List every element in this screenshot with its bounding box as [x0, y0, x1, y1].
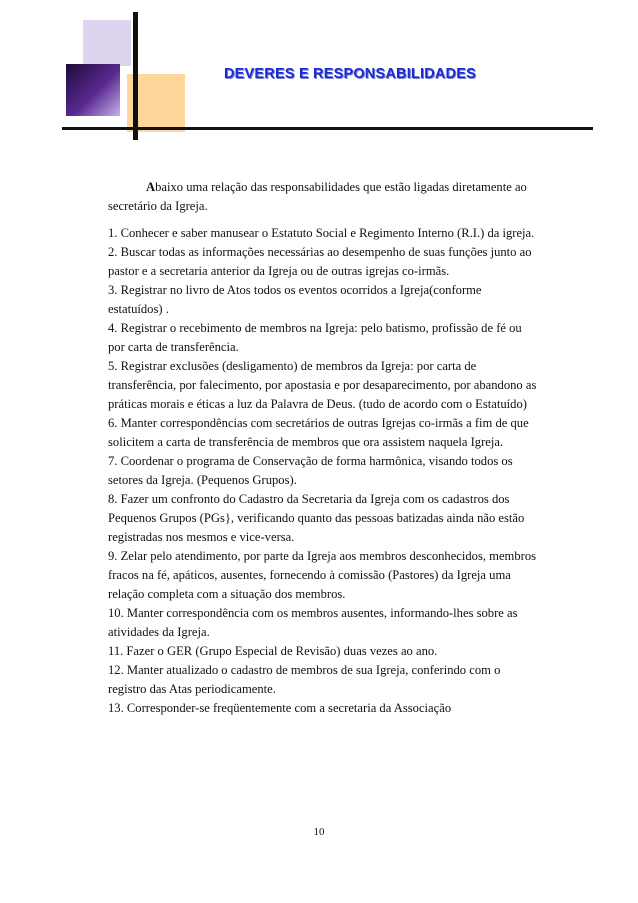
decorative-lavender-square: [83, 20, 131, 66]
decorative-purple-square: [66, 64, 120, 116]
intro-drop-letter: A: [146, 180, 156, 194]
decorative-horizontal-rule: [62, 127, 593, 130]
list-item: 10. Manter correspondência com os membros ausentes, informando-lhes sobre as atividades da Igreja.: [108, 606, 518, 639]
list-item: 11. Fazer o GER (Grupo Especial de Revisão) duas vezes ao ano.: [108, 644, 438, 658]
list-item: 12. Manter atualizado o cadastro de membros de sua Igreja, conferindo com o registro das Atas periodicamente.: [108, 663, 501, 696]
list-item: 5. Registrar exclusões (desligamento) de membros da Igreja: por carta de transferência, por falecimento, por apostasia e por desaparecimento, por abandono as práticas morais e éticas a luz da Palavra de Deus. (tudo de acordo com o Estatuído): [108, 359, 537, 411]
list-item: 7. Coordenar o programa de Conservação de forma harmônica, visando todos os setores da Igreja. (Pequenos Grupos).: [108, 454, 513, 487]
page-number: 10: [313, 826, 325, 838]
intro-text: baixo uma relação das responsabilidades que estão ligadas diretamente ao secretário da Igreja.: [108, 180, 527, 213]
list-item: 6. Manter correspondências com secretários de outras Igrejas co-irmãs a fim de que solicitem a carta de transferência de membros que ora assistem naquela Igreja.: [108, 416, 529, 449]
list-item: 3. Registrar no livro de Atos todos os eventos ocorridos a Igreja(conforme estatuídos) .: [108, 283, 482, 316]
list-item: 1. Conhecer e saber manusear o Estatuto Social e Regimento Interno (R.I.) da igreja.: [108, 226, 535, 240]
list-item: 2. Buscar todas as informações necessárias ao desempenho de suas funções junto ao pastor e a secretaria anterior da Igreja ou de outras igrejas co-irmãs.: [108, 245, 532, 278]
list-item: 13. Corresponder-se freqüentemente com a secretaria da Associação: [108, 701, 452, 715]
list-item: 4. Registrar o recebimento de membros na Igreja: pelo batismo, profissão de fé ou por carta de transferência.: [108, 321, 522, 354]
list-item: 9. Zelar pelo atendimento, por parte da Igreja aos membros desconhecidos, membros fracos na fé, apáticos, ausentes, fornecendo à comissão (Pastores) da Igreja uma relação completa com a situação dos membros.: [108, 549, 537, 601]
list-item: 8. Fazer um confronto do Cadastro da Secretaria da Igreja com os cadastros dos Pequenos Grupos (PGs}, verificando quanto das pessoas batizadas ainda não estão registradas nos mesmos e vice-versa.: [108, 492, 525, 544]
page-title: DEVERES E RESPONSABILIDADES: [224, 66, 476, 82]
intro-paragraph: [108, 178, 538, 216]
document-body: [108, 178, 538, 718]
decorative-vertical-rule: [133, 12, 138, 140]
